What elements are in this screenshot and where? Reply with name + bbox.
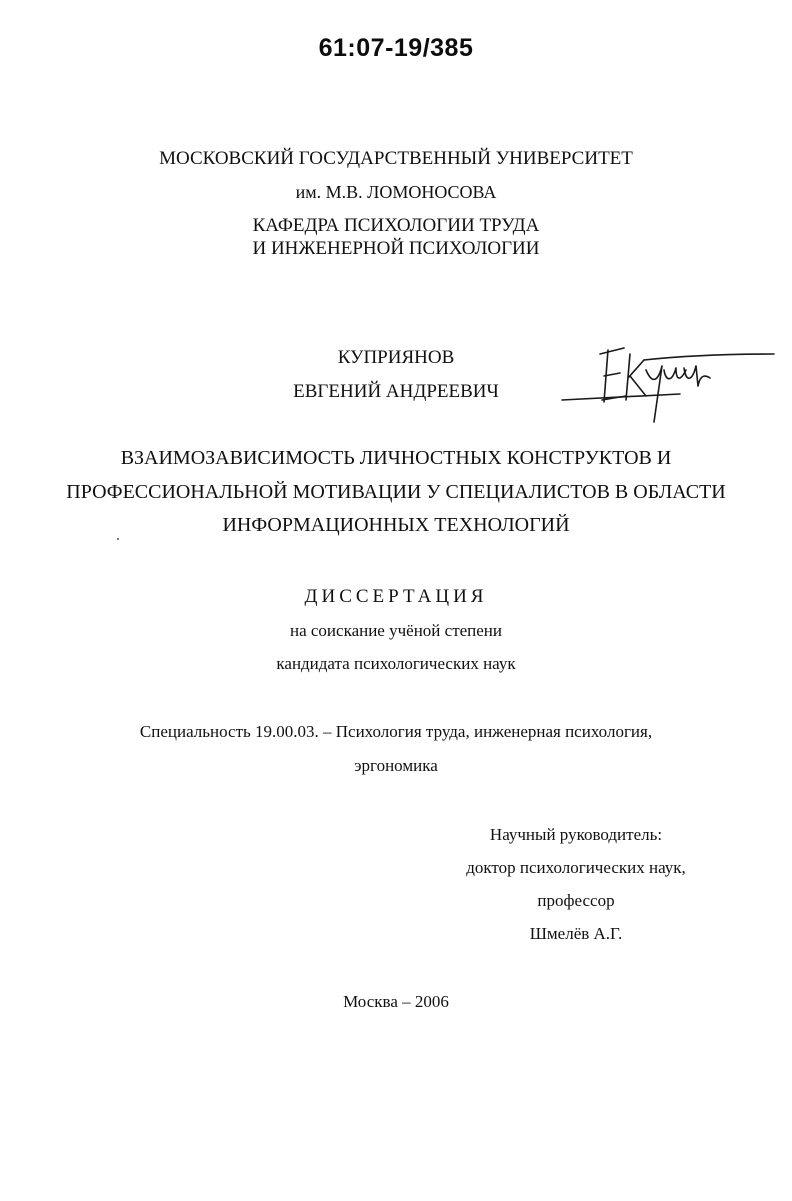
signature-letter-stroke (600, 348, 624, 354)
author-signature (560, 330, 780, 425)
author-surname: КУПРИЯНОВ (337, 347, 455, 368)
university-name: МОСКОВСКИЙ ГОСУДАРСТВЕННЫЙ УНИВЕРСИТЕТ (159, 148, 633, 169)
signature-letter-stroke (626, 354, 646, 400)
document-type: ДИССЕРТАЦИЯ (304, 586, 488, 607)
thesis-title-line-3: ИНФОРМАЦИОННЫХ ТЕХНОЛОГИЙ (222, 514, 570, 536)
supervisor-degree: доктор психологических наук, (466, 858, 686, 877)
degree-line-2: кандидата психологических наук (276, 654, 516, 673)
signature-tail-stroke (644, 354, 774, 360)
university-named-after: им. М.В. ЛОМОНОСОВА (295, 182, 497, 202)
signature-letter-stroke (646, 366, 662, 422)
author-given-names: ЕВГЕНИЙ АНДРЕЕВИЧ (293, 381, 499, 402)
department-line-1: КАФЕДРА ПСИХОЛОГИИ ТРУДА (252, 215, 540, 236)
scan-speck (117, 538, 119, 540)
department-line-2: И ИНЖЕНЕРНОЙ ПСИХОЛОГИИ (252, 238, 540, 259)
thesis-title-line-2: ПРОФЕССИОНАЛЬНОЙ МОТИВАЦИИ У СПЕЦИАЛИСТОВ В ОБЛАСТИ (66, 481, 726, 503)
supervisor-rank: профессор (537, 891, 615, 910)
supervisor-name: Шмелёв А.Г. (529, 924, 623, 943)
thesis-title-line-1: ВЗАИМОЗАВИСИМОСТЬ ЛИЧНОСТНЫХ КОНСТРУКТОВ И (120, 447, 672, 469)
specialty-line-1: Специальность 19.00.03. – Психология труда, инженерная психология, (139, 722, 653, 741)
specialty-line-2: эргономика (354, 756, 438, 775)
signature-letter-stroke (664, 368, 686, 379)
signature-letter-stroke (684, 366, 710, 386)
place-and-year: Москва – 2006 (343, 992, 449, 1011)
registration-stamp: 61:07-19/385 (318, 34, 474, 62)
supervisor-label: Научный руководитель: (489, 825, 663, 844)
degree-line-1: на соискание учёной степени (289, 621, 503, 640)
